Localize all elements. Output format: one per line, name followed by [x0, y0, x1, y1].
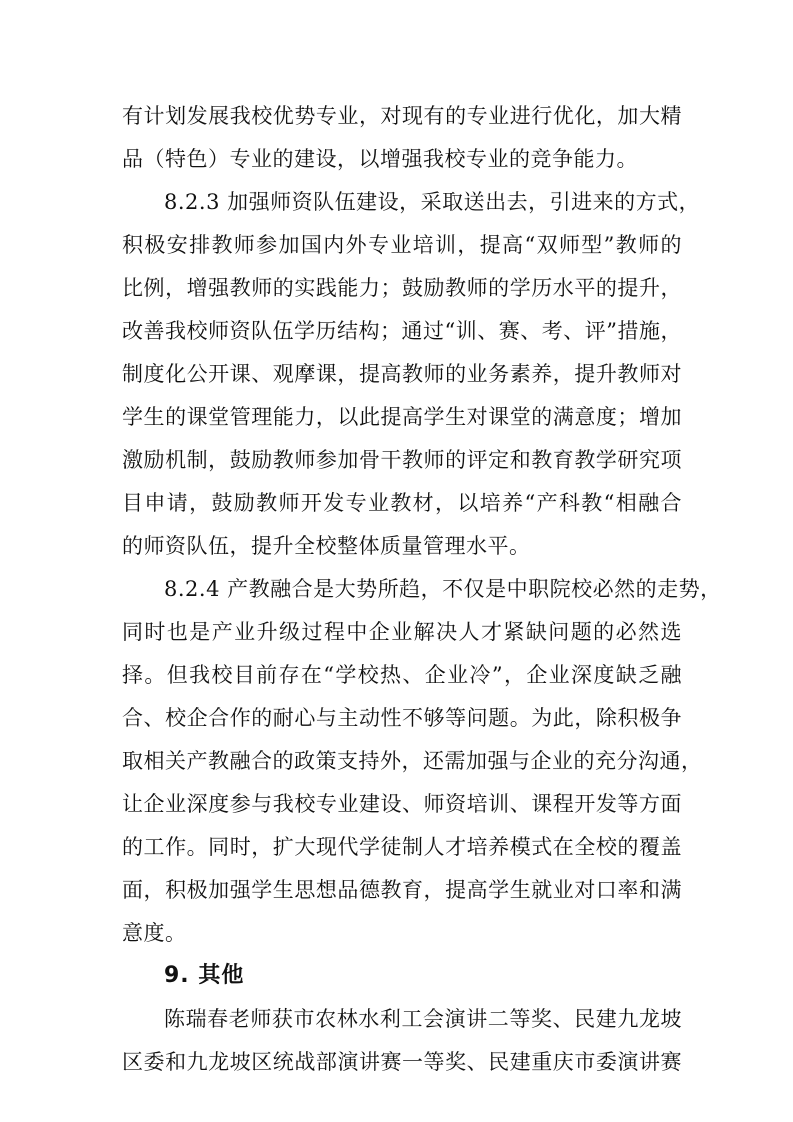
paragraph-line: 改善我校师资队伍学历结构；通过“训、赛、考、评”措施，: [122, 319, 682, 343]
paragraph-line: 取相关产教融合的政策支持外，还需加强与企业的充分沟通，: [122, 749, 703, 773]
paragraph-line: 意度。: [122, 921, 187, 945]
paragraph-line: 合、校企合作的耐心与主动性不够等问题。为此，除积极争: [122, 706, 682, 730]
paragraph-line: 比例，增强教师的实践能力；鼓励教师的学历水平的提升，: [122, 276, 682, 300]
paragraph-line: 积极安排教师参加国内外专业培训，提高“双师型”教师的: [122, 233, 682, 257]
paragraph-line: 学生的课堂管理能力，以此提高学生对课堂的满意度；增加: [122, 405, 682, 429]
paragraph-line: 制度化公开课、观摩课，提高教师的业务素养，提升教师对: [122, 362, 682, 386]
paragraph-line: 区委和九龙坡区统战部演讲赛一等奖、民建重庆市委演讲赛: [122, 1050, 682, 1074]
section-heading: 9. 其他: [164, 963, 245, 988]
paragraph-line: 的工作。同时，扩大现代学徒制人才培养模式在全校的覆盖: [122, 835, 682, 859]
paragraph-line: 的师资队伍，提升全校整体质量管理水平。: [122, 534, 531, 558]
paragraph-line: 8.2.4 产教融合是大势所趋，不仅是中职院校必然的走势，: [164, 577, 722, 601]
paragraph-line: 面，积极加强学生思想品德教育，提高学生就业对口率和满: [122, 878, 682, 902]
paragraph-line: 同时也是产业升级过程中企业解决人才紧缺问题的必然选: [122, 620, 682, 644]
paragraph-line: 品（特色）专业的建设，以增强我校专业的竞争能力。: [122, 147, 638, 171]
paragraph-line: 有计划发展我校优势专业，对现有的专业进行优化，加大精: [122, 104, 682, 128]
paragraph-line: 目申请，鼓励教师开发专业教材，以培养“产科教“相融合: [122, 491, 682, 515]
paragraph-line: 激励机制，鼓励教师参加骨干教师的评定和教育教学研究项: [122, 448, 682, 472]
paragraph-line: 陈瑞春老师获市农林水利工会演讲二等奖、民建九龙坡: [164, 1007, 682, 1031]
paragraph-line: 8.2.3 加强师资队伍建设，采取送出去，引进来的方式，: [164, 190, 701, 214]
paragraph-line: 择。但我校目前存在“学校热、企业冷”，企业深度缺乏融: [122, 663, 682, 687]
paragraph-line: 让企业深度参与我校专业建设、师资培训、课程开发等方面: [122, 792, 682, 816]
